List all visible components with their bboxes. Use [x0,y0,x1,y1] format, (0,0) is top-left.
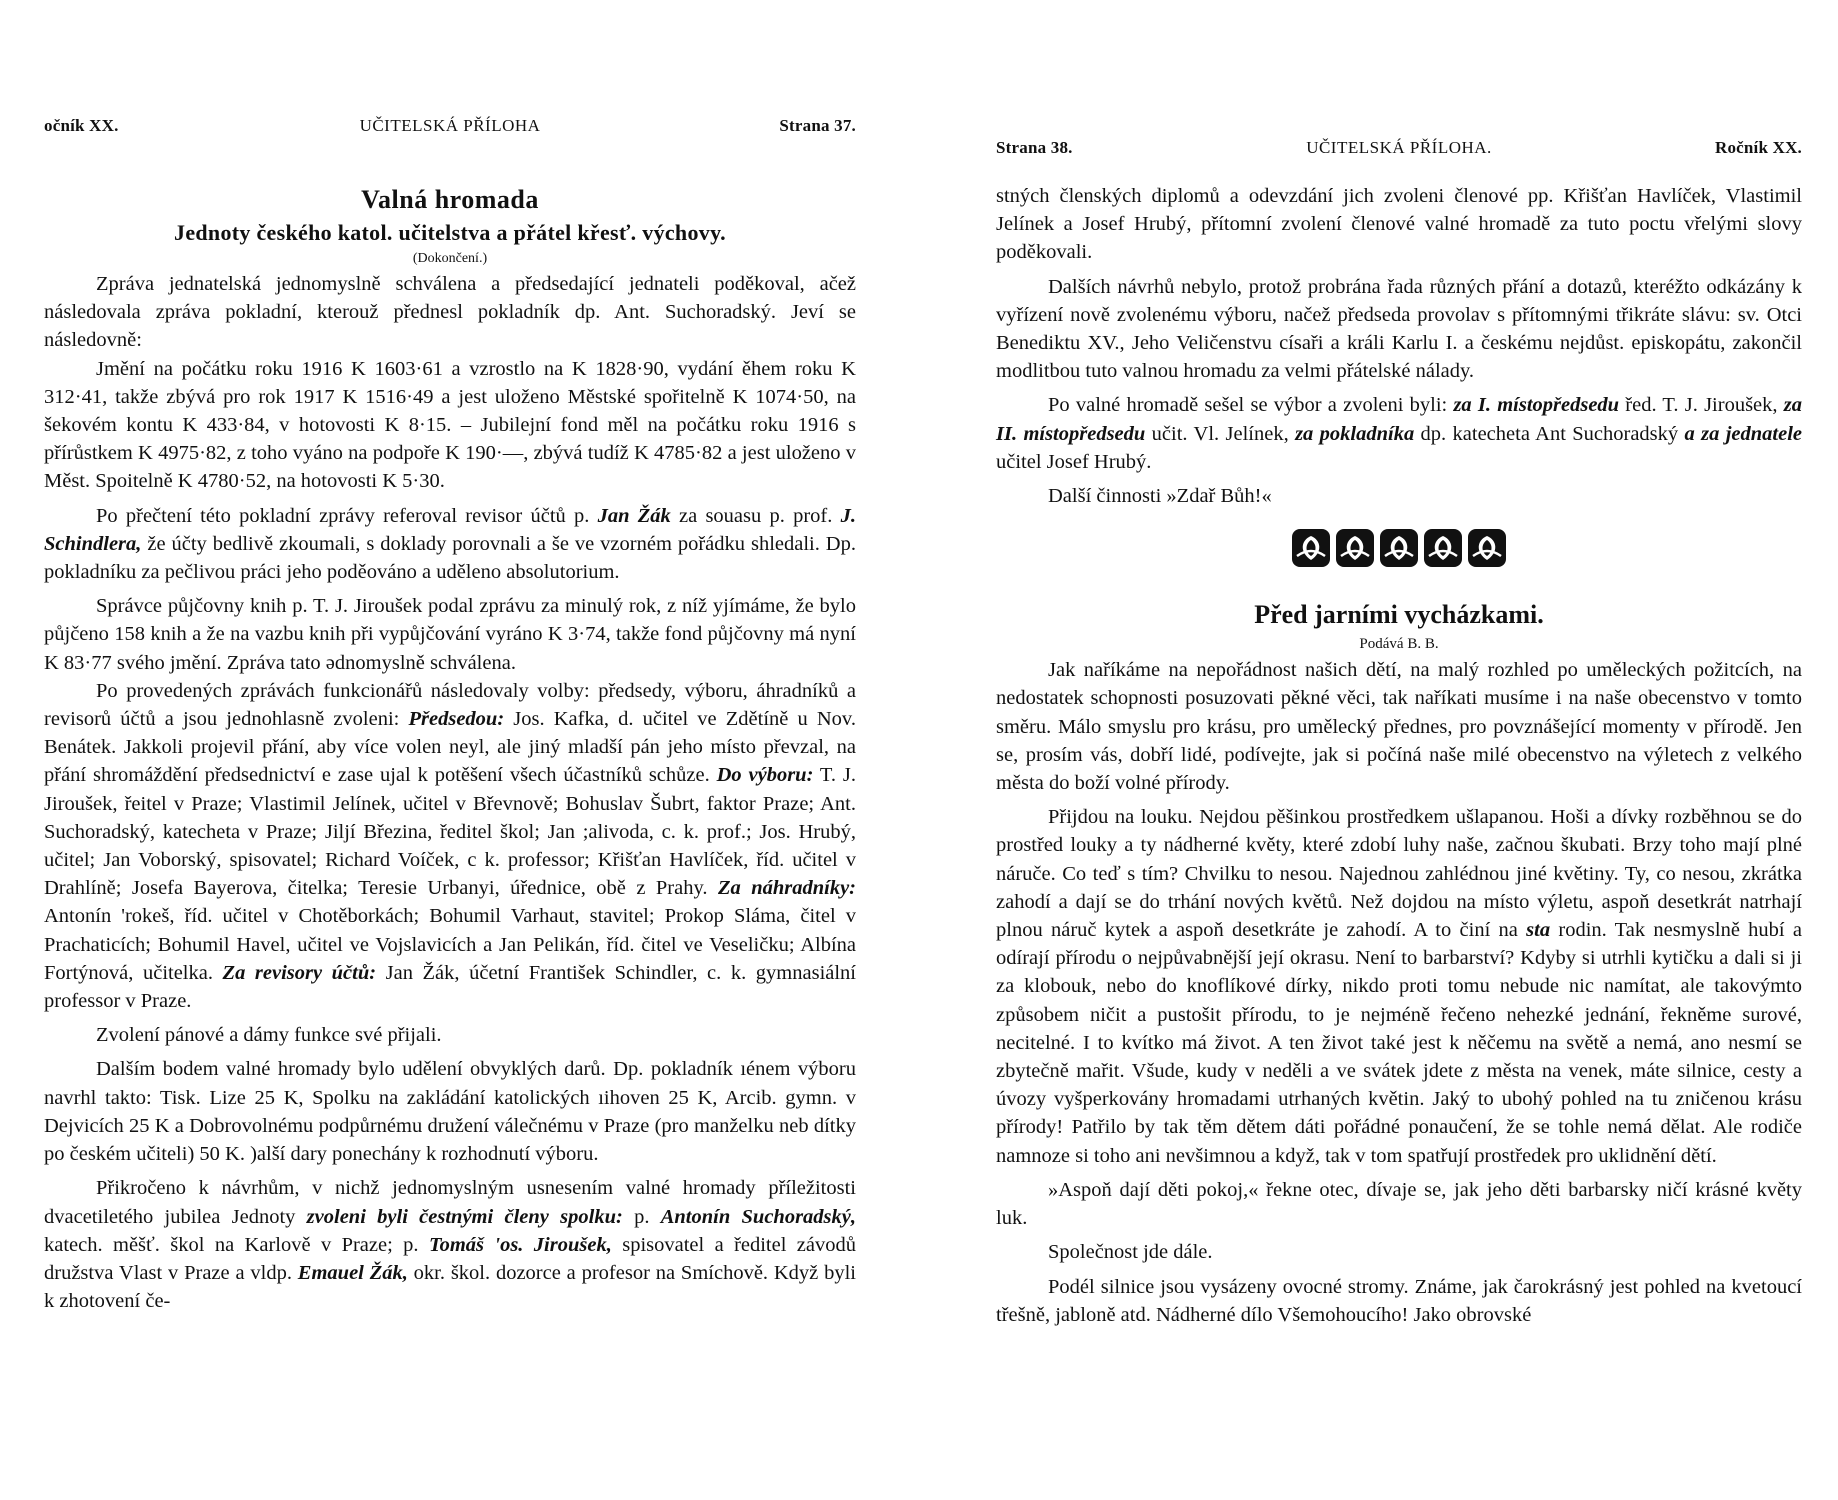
paragraph: Po valné hromadě sešel se výbor a zvoleni byli: za I. místopředsedu řed. T. J. Jiroušek, za II. místopředsedu učit. Vl. Jelínek, za pokladníka dp. katecheta Ant Suchoradský a za jednatele učitel Josef Hrubý. [996,394,1803,473]
paragraph: stných členských diplomů a odevzdání jich zvoleni členové pp. Křišťan Havlíček, Vlastimil Jelínek a Josef Hrubý, přítomní zvolení členové valné hromadě za tuto poctu vřelými slovy poděkovali. [996,185,1802,264]
article-subtitle: Jednoty českého katol. učitelstva a přátel křesť. výchovy. [174,220,726,245]
flower-ornament-icon [1335,528,1375,568]
paragraph: Dalších návrhů nebylo, protož probrána řada různých přání a dotazů, kteréžto odkázány k vyřízení nově zvolenému výboru, načež předseda provolav s přítomnými třikráte slávu: sv. Otci Benediktu XV., Jeho Veličenstvu císaři a králi Karlu I. a českému nejdůst. episkopátu, zakončil modlitbou tuto valnou hromadu za velmi přátelské nálady. [996,275,1802,383]
article-title: Valná hromada [361,185,539,214]
paragraph: Správce půjčovny knih p. T. J. Jiroušek podal zprávu za minulý rok, z níž yjímáme, že bylo půjčeno 158 knih a že na vazbu knih při vypůjčování vyráno K 3·74, takže fond půjčovny má nyní K 83·77 svého jmění. Zpráva tato ədnomyslně schválena. [44,595,856,674]
page-number: Strana 37. [779,116,856,135]
paragraph: Přijdou na louku. Nejdou pěšinkou prostředkem ušlapanou. Hoši a dívky rozběhnou se do prostřed louky a ty nádherné květy, které zdobí luhy naše, začnou škubati. Brzy toho mají plné náruče. Co teď s tím? Chvilku to nesou. Najednou zahlédnou jiné květiny. Ty, co nesou, zkrátka zahodí a dají se do trhání nových květů. Než dojdou na místo výletu, aspoň desetkrát natrhají plnou náruč kytek a aspoň desetkráte je zahodí. A to činí na sta rodin. Tak nesmyslně hubí a odírají přírodu o nejpůvabnější její okrasu. Není to barbarství? Kdyby si utrhli kytičku a dali si ji za klobouk, nebo do knoflíkové dírky, nikdo proti tomu nebude nic namítat, ale takovýmto způsobem ničit a pustošit přírodu, to je nejméně řečeno nehezké jednání, řekněme surové, necitelné. I to kvítko má život. A ten život také jest k něčemu na světě a nemá, ano nesmí se zbytečně mařit. Všude, kudy v neděli a ve svátek jdete z města na venek, máte silnice, cesty a úvozy vyšperkovány hromadami utrhaných květin. Jaký to ubohý pohled na tu zničenou krásu přírody! Patřilo by tak těm dětem dáti pořádné ponaučení, že se tohle nemá dělat. Ale rodiče namnoze si toho ani nevšimnou a když, tak v tom spatřují prostředek pro uklidnění dětí. [996,806,1802,1167]
paragraph: Jmění na počátku roku 1916 K 1603·61 a vzrostlo na K 1828·90, vydání ěhem roku K 312·41, takže zbývá pro rok 1917 K 1516·49 a jest uloženo Městské spořitelně K 1074·50, na šekovém kontu K 433·84, v hotovosti K 8·15. – Jubilejní fond měl na počátku roku 1916 s přírůstkem K 4975·82, z toho vyáno na podpoře K 190·—, zbývá tudíž K 4785·82 a jest uloženo v Měst. Spoitelně K 4780·52, na hotovosti K 5·30. [44,357,856,493]
decorative-ornament [996,528,1802,570]
paragraph: Po provedených zprávách funkcionářů následovaly volby: předsedy, výboru, áhradníků a revisorů účtů a jsou jednohlasně zvoleni: Předsedou: Jos. Kafka, d. učitel ve Zdětíně u Nov. Benátek. Jakkoli projevil přání, aby více volen neyl, ale jiný mladší pán jeho místo převzal, na přání shromáždění předsednictví e zase ujal k potěšení všech účastníků schůze. Do výboru: T. J. Jiroušek, řeitel v Praze; Vlastimil Jelínek, učitel v Břevnově; Bohuslav Šubrt, faktor Praze; Ant. Suchoradský, katecheta v Praze; Jiljí Březina, ředitel škol; Jan ;alivoda, c. k. prof.; Jos. Hrubý, učitel; Jan Voborský, spisovatel; Richard Voíček, c k. professor; Křišťan Havlíček, říd. učitel v Drahlíně; Josefa Bayerova, čitelka; Teresie Urbanyi, úřednice, obě z Prahy. Za náhradníky: Antonín 'rokeš, říd. učitel v Chotěborkách; Bohumil Varhaut, stavitel; Prokop Sláma, čitel v Prachaticích; Bohumil Havel, učitel ve Vojslavicích a Jan Pelikán, říd. čitel ve Veseličku; Albína Fortýnová, učitelka. Za revisory účtů: Jan Žák, účetní František Schindler, c. k. gymnasiální professor v Praze. [44,679,857,1013]
paragraph: Po přečtení této pokladní zprávy referoval revisor účtů p. Jan Žák za souasu p. prof. J. Schindlera, že účty bedlivě zkoumali, s doklady porovnali a še ve vzorném pořádku shledali. Dp. pokladníku za pečlivou práci jeho poděováno a uděleno absolutorium. [44,504,856,584]
volume-label: Ročník XX. [1714,138,1802,157]
flower-ornament-icon [1291,528,1331,568]
left-page [0,0,900,1500]
paragraph: Jak naříkáme na nepořádnost našich dětí, na malý rozhled po uměleckých požitcích, na nedostatek schopnosti posuzovati pěkné věci, tak naříkati musíme i na naše obecenstvo v tomto směru. Málo smyslu pro krásu, pro umělecký přednes, pro povznášející momenty v přírodě. Jen se, prosím vás, dobří lidé, podívejte, jak si počíná naše milé obecenstvo na výletech z velkého města do boží volné přírody. [996,659,1802,795]
right-page [960,0,1838,1500]
paragraph: Další činnosti »Zdař Bůh!« [1048,485,1272,508]
page-number: Strana 38. [996,138,1073,157]
paragraph: Přikročeno k návrhům, v nichž jednomyslným usnesením valné hromady příležitosti dvacetiletého jubilea Jednoty zvoleni byli čestnými členy spolku: p. Antonín Suchoradský, katech. měšť. škol na Karlově v Praze; p. Tomáš 'os. Jiroušek, spisovatel a ředitel závodů družstva Vlast v Praze a vldp. Emauel Žák, okr. škol. dozorce a profesor na Smíchově. Když byli k zhotovení če- [44,1177,857,1313]
paragraph: Společnost jde dále. [1048,1241,1213,1264]
flower-ornament-icon [1467,528,1507,568]
right-body [996,182,1802,1329]
article-byline: Podává B. B. [1359,636,1439,653]
paragraph: Zvolení pánové a dámy funkce své přijali. [96,1024,442,1047]
paragraph: Dalším bodem valné hromady bylo udělení obvyklých darů. Dp. pokladník ıénem výboru navrhl takto: Tisk. Lize 25 K, Spolku na zakládání katolických ıihoven 25 K, Arcib. gymn. v Dejvicích 25 K a Dobrovolnému podpůrnému družení válečnému v Praze (pro manželku neb dítky po českém učiteli) 50 K. )alší dary ponechány k rozhodnutí výboru. [44,1058,856,1166]
paragraph: Podél silnice jsou vysázeny ovocné stromy. Známe, jak čarokrásný jest pohled na kvetoucí třešně, jabloně atd. Nádherné dílo Všemohoucího! Jako obrovské [996,1275,1802,1326]
flower-ornament-icon [1423,528,1463,568]
journal-title: UČITELSKÁ PŘÍLOHA. [1306,138,1492,157]
paragraph: »Aspoň dají děti pokoj,« řekne otec, dívaje se, jak jeho děti barbarsky ničí krásné květy luk. [996,1178,1802,1230]
paragraph: Zpráva jednatelská jednomyslně schválena a předsedající jednateli poděkoval, ačež následovala zpráva pokladní, kterouž přednesl pokladník dp. Ant. Suchoradský. Jeví se následovně: [44,273,856,352]
left-body [44,182,856,1315]
continued-note: (Dokončení.) [412,251,488,266]
flower-ornament-icon [1379,528,1419,568]
journal-title: UČITELSKÁ PŘÍLOHA [359,116,541,135]
article-title: Před jarními vycházkami. [1254,600,1544,630]
volume-label: očník XX. [44,116,119,135]
